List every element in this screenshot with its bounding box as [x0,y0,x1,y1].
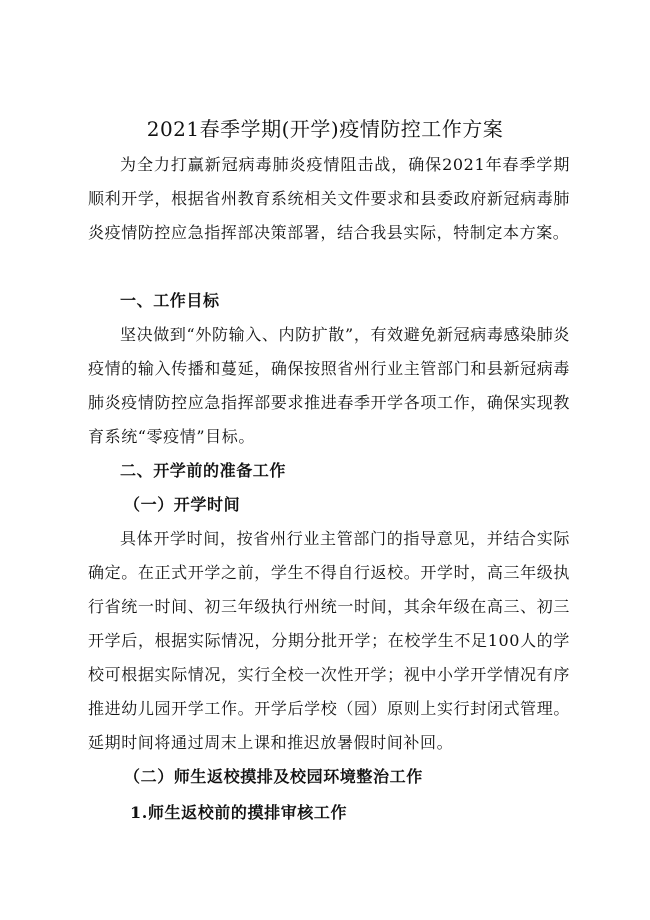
subsection-1-heading: （一）开学时间 [124,495,241,514]
subsection-2-heading: （二）师生返校摸排及校园环境整治工作 [124,767,423,786]
intro-paragraph: 为全力打赢新冠病毒肺炎疫情阻击战，确保2021年春季学期顺利开学，根据省州教育系统相关文件要求和县委政府新冠病毒肺炎疫情防控应急指挥部决策部署，结合我县实际，特制定本方案。 [88,155,570,242]
item-1-heading: 1.师生返校前的摸排审核工作 [130,803,348,822]
section-2-heading: 二、开学前的准备工作 [120,461,287,480]
section-1-paragraph: 坚决做到“外防输入、内防扩散”，有效避免新冠病毒感染肺炎疫情的输入传播和蔓延，确保按照省州行业主管部门和县新冠病毒肺炎疫情防控应急指挥部要求推进春季开学各项工作，确保实现教育系统“零疫情”目标。 [88,325,570,446]
section-1-heading: 一、工作目标 [120,291,220,310]
subsection-1-paragraph: 具体开学时间，按省州行业主管部门的指导意见，并结合实际确定。在正式开学之前，学生不得自行返校。开学时，高三年级执行省统一时间、初三年级执行州统一时间，其余年级在高三、初三开学后，根据实际情况，分期分批开学；在校学生不足100人的学校可根据实际情况，实行全校一次性开学；视中小学开学情况有序推进幼儿园开学工作。开学后学校（园）原则上实行封闭式管理。延期时间将通过周末上课和推迟放暑假时间补回。 [88,529,570,752]
document-title: 2021春季学期(开学)疫情防控工作方案 [146,117,504,141]
